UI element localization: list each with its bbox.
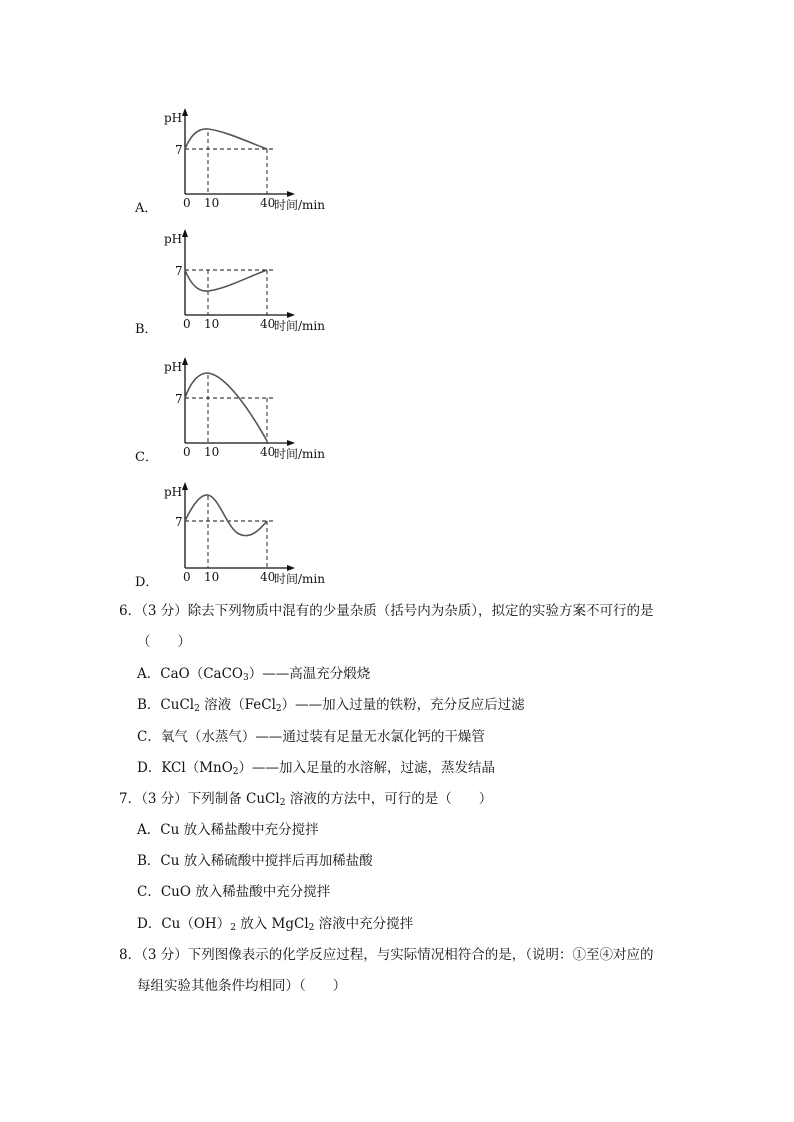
x-tick-40: 40 <box>260 317 276 331</box>
x-tick-10: 10 <box>204 445 220 459</box>
ref-label: 7 <box>175 143 183 157</box>
y-axis-label: pH <box>164 360 183 374</box>
q7-option-b: B．Cu 放入稀硫酸中搅拌后再加稀盐酸 <box>137 853 373 869</box>
q6-stem: 6．（3 分）除去下列物质中混有的少量杂质（括号内为杂质），拟定的实验方案不可行的是 <box>119 603 654 619</box>
x-axis-label: 时间/min <box>274 447 325 461</box>
y-axis-arrow <box>182 357 188 365</box>
x-axis-label: 时间/min <box>274 572 325 586</box>
ref-label: 7 <box>175 515 183 529</box>
y-axis-arrow <box>182 108 188 116</box>
x-tick-10: 10 <box>204 196 220 210</box>
y-axis-label: pH <box>164 111 183 125</box>
q8-stem-continued: 每组实验其他条件均相同）（ ） <box>137 978 347 994</box>
option-letter: A． <box>135 201 158 216</box>
x-tick-0: 0 <box>183 196 191 210</box>
q6-option-b: B．CuCl$_2$ 溶液（FeCl$_2$）——加入过量的铁粉，充分反应后过滤 <box>137 697 525 714</box>
q7-stem: 7．（3 分）下列制备 CuCl$_2$ 溶液的方法中，可行的是（ ） <box>119 791 493 808</box>
y-axis-arrow <box>182 229 188 237</box>
ph-curve <box>185 373 267 441</box>
option-letter: C． <box>135 450 158 465</box>
q6-option-c: C．氧气（水蒸气）——通过装有足量无水氯化钙的干燥管 <box>137 729 485 745</box>
x-tick-0: 0 <box>183 317 191 331</box>
q6-option-a: A．CaO（CaCO$_3$）——高温充分煅烧 <box>137 666 371 683</box>
ref-label: 7 <box>175 264 183 278</box>
ref-label: 7 <box>175 392 183 406</box>
q7-option-d: D．$Cu(OH)_2$ 放入 MgCl$_2$ 溶液中充分搅拌 <box>137 916 414 933</box>
ph-time-graph <box>163 217 373 337</box>
x-axis-label: 时间/min <box>274 198 325 212</box>
x-axis-arrow <box>287 565 295 571</box>
y-axis-arrow <box>182 482 188 490</box>
ph-time-graph <box>163 470 373 590</box>
x-axis-arrow <box>287 191 295 197</box>
x-axis-label: 时间/min <box>274 319 325 333</box>
y-axis-label: pH <box>164 485 183 499</box>
x-axis-arrow <box>287 312 295 318</box>
y-axis-label: pH <box>164 232 183 246</box>
option-b-graph <box>135 217 375 337</box>
option-letter: B． <box>135 322 158 337</box>
x-tick-10: 10 <box>204 317 220 331</box>
q6-option-d: D．KCl（MnO$_2$）——加入足量的水溶解，过滤，蒸发结晶 <box>137 760 496 777</box>
q6-answer-blank: （ ） <box>137 634 191 650</box>
x-axis-arrow <box>287 440 295 446</box>
option-a-graph <box>135 96 375 216</box>
x-tick-40: 40 <box>260 570 276 584</box>
x-tick-0: 0 <box>183 570 191 584</box>
option-letter: D． <box>135 575 159 590</box>
x-tick-40: 40 <box>260 445 276 459</box>
ph-curve <box>185 129 267 149</box>
option-c-graph <box>135 345 375 465</box>
q7-option-c: C．CuO 放入稀盐酸中充分搅拌 <box>137 884 331 900</box>
option-d-graph <box>135 470 375 590</box>
x-tick-10: 10 <box>204 570 220 584</box>
x-tick-0: 0 <box>183 445 191 459</box>
ph-time-graph <box>163 345 373 465</box>
x-tick-40: 40 <box>260 196 276 210</box>
q8-stem: 8．（3 分）下列图像表示的化学反应过程，与实际情况相符合的是，（说明：①至④对应的 <box>119 947 654 963</box>
ph-curve <box>185 270 267 291</box>
q7-option-a: A．Cu 放入稀盐酸中充分搅拌 <box>137 822 319 838</box>
ph-curve <box>185 495 267 536</box>
ph-time-graph <box>163 96 373 216</box>
